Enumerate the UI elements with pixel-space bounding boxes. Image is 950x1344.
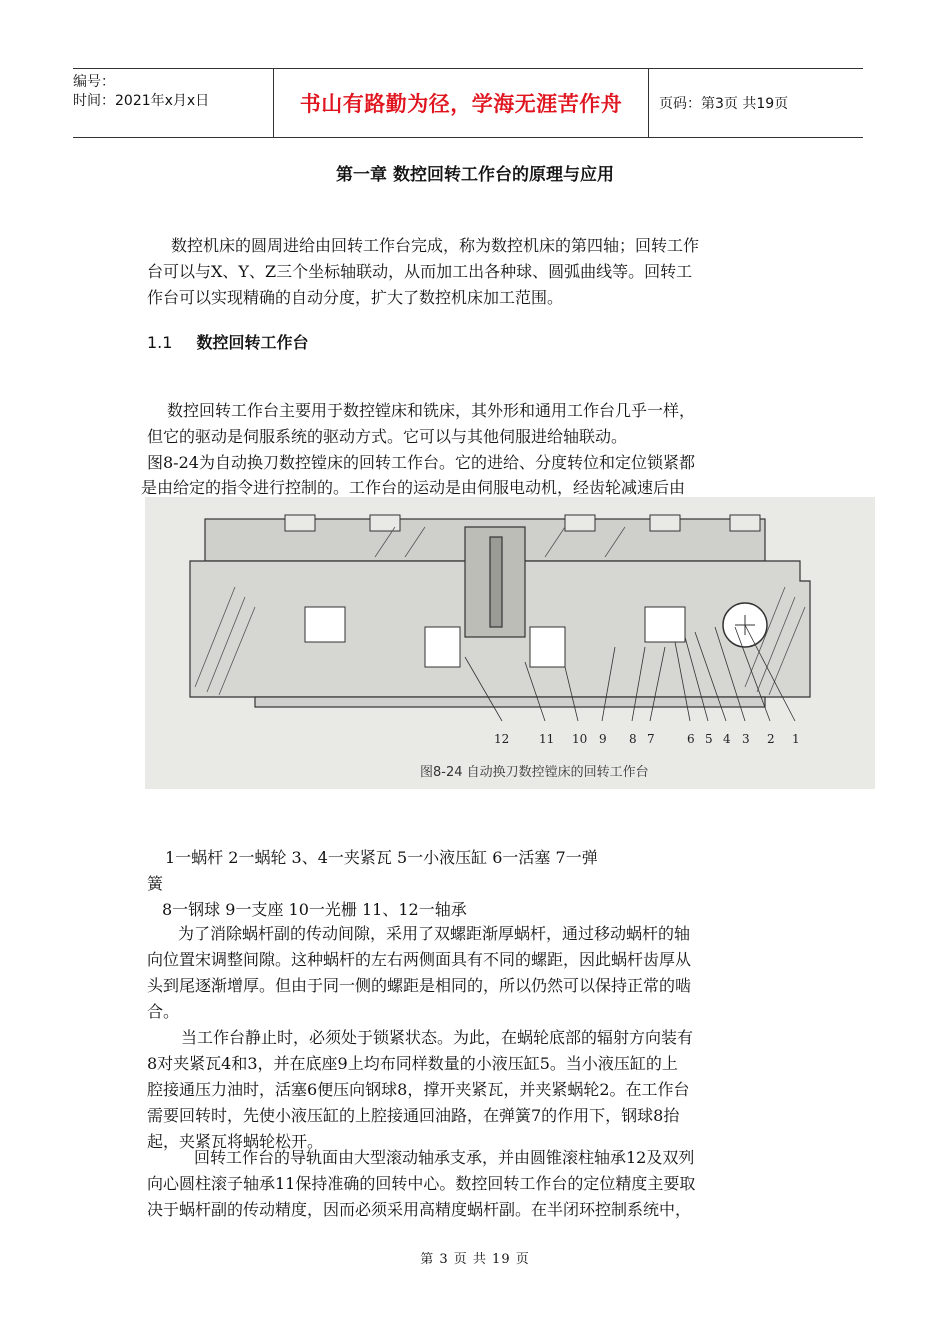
callout-11: 11 <box>539 732 555 746</box>
para1-line-4: 是由给定的指令进行控制的。工作台的运动是由伺服电动机，经齿轮减速后由 <box>141 478 686 497</box>
page-footer: 第 3 页 共 19 页 <box>420 1252 530 1267</box>
para1-line-2: 但它的驱动是伺服系统的驱动方式。它可以与其他伺服进给轴联动。 <box>147 427 628 446</box>
figure-caption: 图8-24 自动换刀数控镗床的回转工作台 <box>420 765 649 780</box>
callout-9: 9 <box>599 732 607 746</box>
para3-line-3: 腔接通压力油时，活塞6便压向钢球8，撑开夹紧瓦，并夹紧蜗轮2。在工作台 <box>147 1080 690 1099</box>
callout-2: 2 <box>767 732 775 746</box>
header-page-info: 页码：第3页 共19页 <box>659 96 789 112</box>
para4-line-1: 回转工作台的导轨面由大型滚动轴承支承，并由圆锥滚柱轴承12及双列 <box>194 1148 695 1167</box>
legend-line-1: 1一蜗杆 2一蜗轮 3、4一夹紧瓦 5一小液压缸 6一活塞 7一弹 <box>165 848 598 867</box>
callout-10: 10 <box>572 732 588 746</box>
callout-12: 12 <box>494 732 510 746</box>
callout-7: 7 <box>647 732 655 746</box>
bottom-base <box>255 697 765 707</box>
rotary-table-figure <box>145 497 875 789</box>
header-motto: 书山有路勤为径，学海无涯苦作舟 <box>299 92 623 116</box>
callout-3: 3 <box>742 732 750 746</box>
callout-4: 4 <box>723 732 731 746</box>
intro-line-2: 台可以与X、Y、Z三个坐标轴联动，从而加工出各种球、圆弧曲线等。回转工 <box>147 262 693 281</box>
para4-line-2: 向心圆柱滚子轴承11保持准确的回转中心。数控回转工作台的定位精度主要取 <box>147 1174 696 1193</box>
section-number: 1.1 <box>147 333 173 352</box>
para2-line-4: 合。 <box>147 1002 180 1021</box>
chapter-title: 第一章 数控回转工作台的原理与应用 <box>336 165 614 185</box>
para3-line-1: 当工作台静止时，必须处于锁紧状态。为此，在蜗轮底部的辐射方向装有 <box>181 1028 694 1047</box>
page-header <box>73 68 863 138</box>
callout-8: 8 <box>629 732 637 746</box>
number-label: 编号： <box>73 74 115 90</box>
para4-line-3: 决于蜗杆副的传动精度，因而必须采用高精度蜗杆副。在半闭环控制系统中， <box>147 1200 692 1219</box>
para1-line-1: 数控回转工作台主要用于数控镗床和铣床，其外形和通用工作台几乎一样， <box>167 401 696 420</box>
intro-line-3: 作台可以实现精确的自动分度，扩大了数控机床加工范围。 <box>147 288 564 307</box>
legend-line-3: 8一钢球 9一支座 10一光栅 11、12一轴承 <box>162 900 467 919</box>
para2-line-1: 为了消除蜗杆副的传动间隙，采用了双螺距渐厚蜗杆，通过移动蜗杆的轴 <box>178 924 691 943</box>
para2-line-3: 头到尾逐渐增厚。但由于同一侧的螺距是相同的，所以仍然可以保持正常的啮 <box>147 976 692 995</box>
para3-line-2: 8对夹紧瓦4和3，并在底座9上均布同样数量的小液压缸5。当小液压缸的上 <box>147 1054 678 1073</box>
callout-5: 5 <box>705 732 713 746</box>
header-meta <box>73 69 273 141</box>
callout-1: 1 <box>792 732 800 746</box>
center-spindle <box>465 527 525 637</box>
section-heading <box>147 330 308 353</box>
header-motto-cell <box>273 69 649 137</box>
time-label: 时间：2021年x月x日 <box>73 93 210 109</box>
section-title: 数控回转工作台 <box>196 333 309 352</box>
callout-6: 6 <box>687 732 695 746</box>
intro-line-1: 数控机床的圆周进给由回转工作台完成，称为数控机床的第四轴；回转工作 <box>171 236 700 255</box>
para2-line-2: 向位置宋调整间隙。这种蜗杆的左右两侧面具有不同的螺距，因此蜗杆齿厚从 <box>147 950 692 969</box>
legend-line-2: 簧 <box>147 874 164 893</box>
rotary-table-drawing <box>145 497 875 789</box>
para3-line-4: 需要回转时，先使小液压缸的上腔接通回油路，在弹簧7的作用下，钢球8抬 <box>147 1106 680 1125</box>
para3-line-5: 起，夹紧瓦将蜗轮松开。 <box>147 1132 324 1151</box>
para1-line-3: 图8-24为自动换刀数控镗床的回转工作台。它的进给、分度转位和定位锁紧都 <box>147 453 695 472</box>
